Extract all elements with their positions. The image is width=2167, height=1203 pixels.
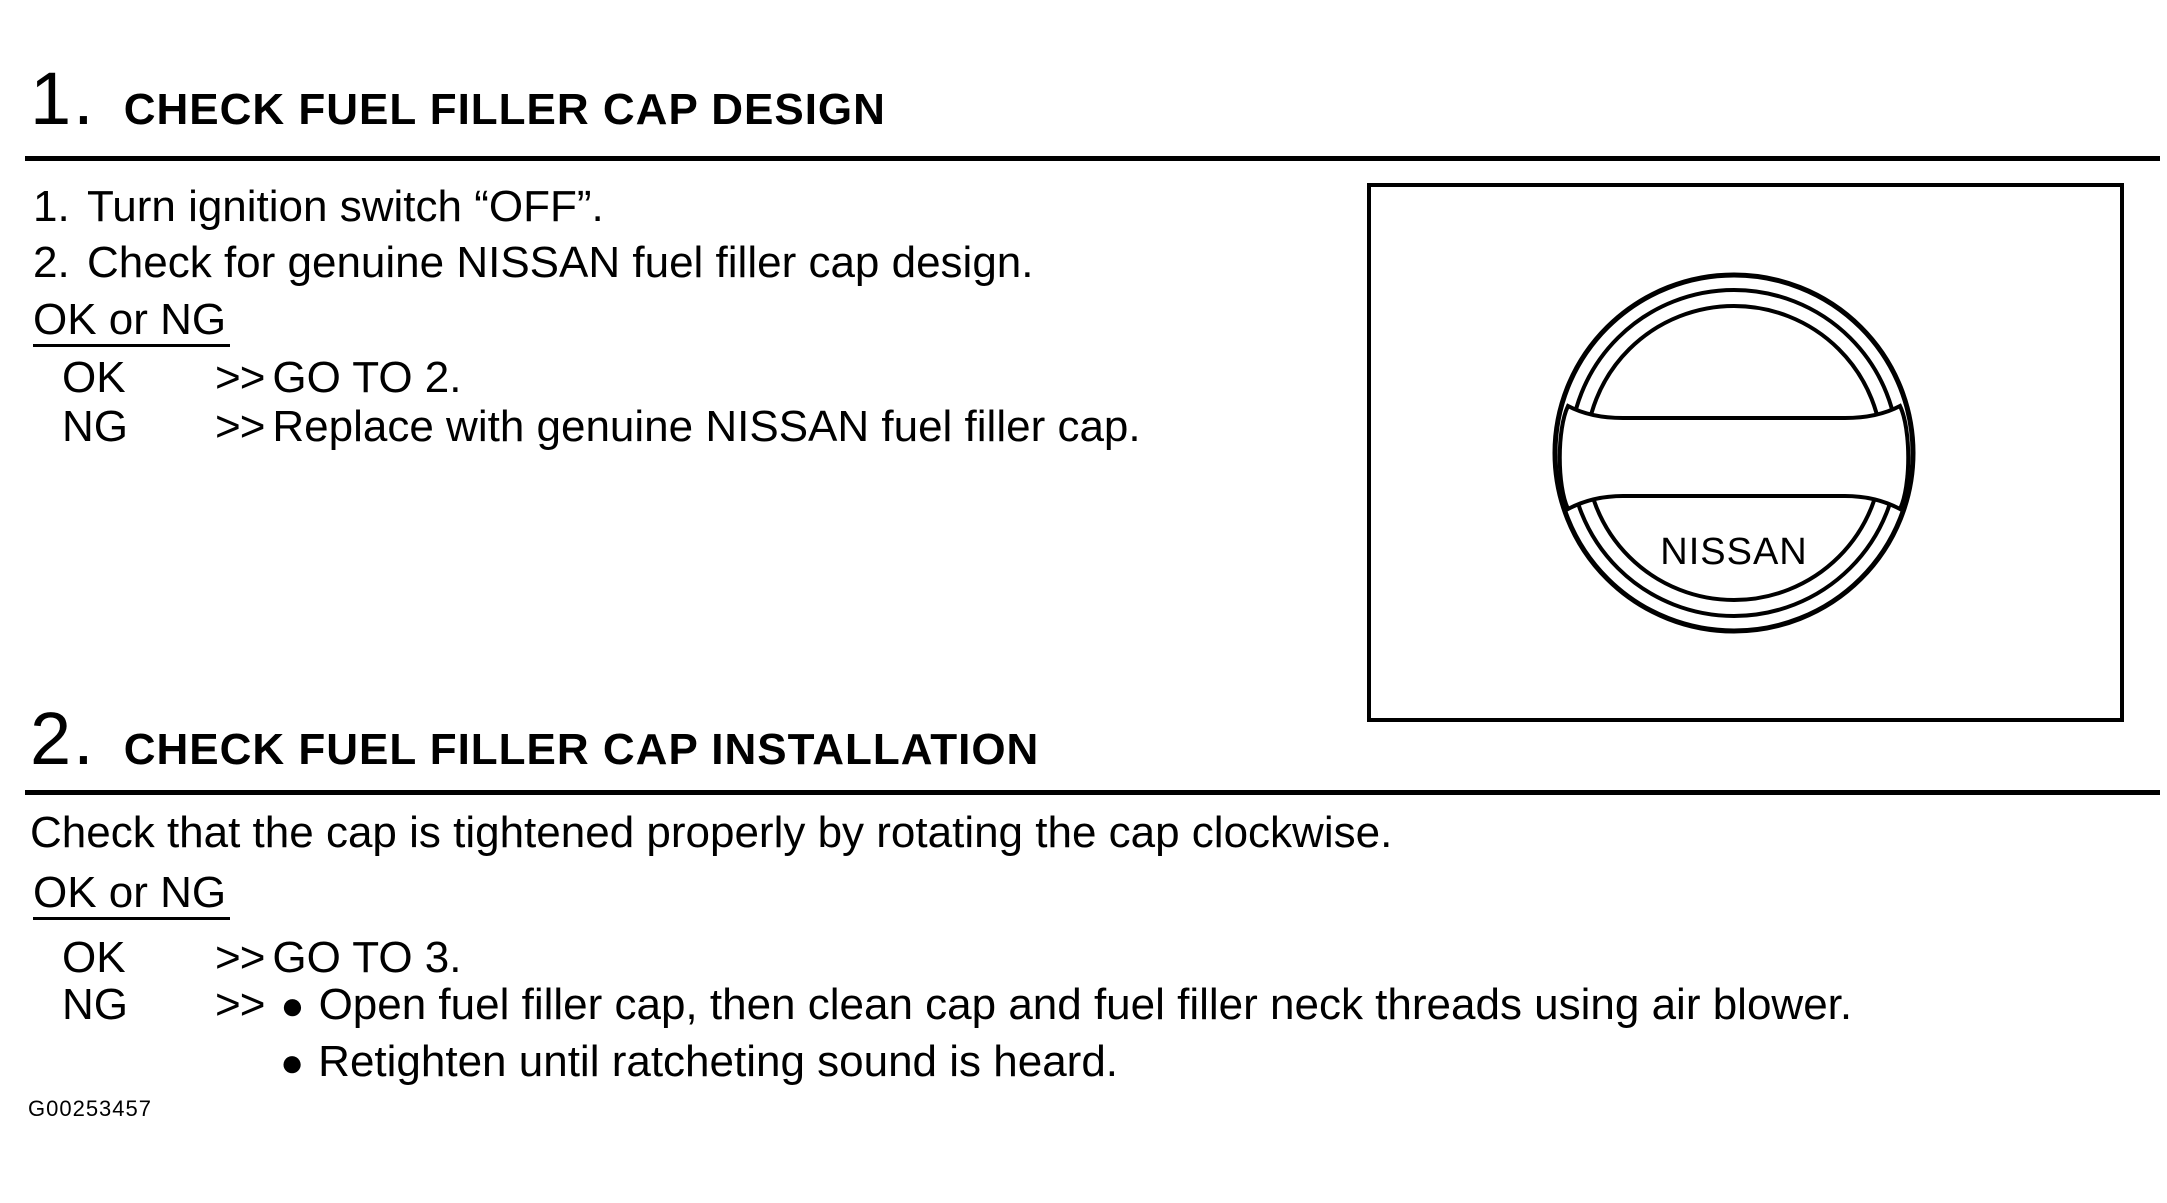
decision-action: Replace with genuine NISSAN fuel filler cap.	[272, 402, 1141, 451]
decision-row-ok	[62, 933, 462, 982]
goto-arrows-icon: >>	[215, 980, 265, 1029]
section-2-heading	[30, 697, 1040, 780]
fuel-cap-figure	[1367, 183, 2124, 722]
bullet-row	[280, 1037, 1119, 1086]
decision-row-ng	[62, 402, 1141, 451]
section-1-title: CHECK FUEL FILLER CAP DESIGN	[123, 85, 886, 134]
decision-term: OK	[62, 933, 126, 982]
paragraph-text: Check that the cap is tightened properly by rotating the cap clockwise.	[30, 808, 1393, 857]
cap-grip-handle	[1560, 406, 1909, 509]
step-number: 2.	[33, 238, 70, 287]
condition-label-row	[33, 295, 230, 347]
section-2-paragraph	[30, 808, 1393, 857]
section-2-title: CHECK FUEL FILLER CAP INSTALLATION	[123, 725, 1040, 774]
decision-action: GO TO 2.	[272, 353, 462, 402]
step-text: Check for genuine NISSAN fuel filler cap design.	[87, 238, 1034, 287]
goto-arrows-icon: >>	[215, 402, 265, 451]
bullet-icon: ●	[280, 984, 305, 1028]
section-2-number: 2.	[30, 697, 96, 780]
ok-or-ng-label: OK or NG	[33, 871, 230, 920]
bullet-icon: ●	[280, 1041, 305, 1085]
decision-action: GO TO 3.	[272, 933, 462, 982]
section-1-number: 1.	[30, 57, 96, 140]
decision-term: OK	[62, 353, 126, 402]
cap-brand-text: NISSAN	[1660, 531, 1808, 573]
section-1-heading	[30, 57, 886, 140]
decision-term: NG	[62, 402, 128, 451]
ok-or-ng-label: OK or NG	[33, 298, 230, 347]
step-row	[33, 238, 1034, 287]
bullet-text: Retighten until ratcheting sound is heard.	[318, 1037, 1119, 1086]
section-1-divider	[25, 156, 2160, 161]
step-row	[33, 182, 604, 231]
step-number: 1.	[33, 182, 70, 231]
decision-action: Open fuel filler cap, then clean cap and fuel filler neck threads using air blower.	[318, 980, 1853, 1029]
step-text: Turn ignition switch “OFF”.	[87, 182, 604, 231]
goto-arrows-icon: >>	[215, 933, 265, 982]
section-2-divider	[25, 790, 2160, 795]
decision-row-ng	[62, 980, 1853, 1029]
goto-arrows-icon: >>	[215, 353, 265, 402]
decision-term: NG	[62, 980, 128, 1029]
condition-label-row	[33, 868, 230, 920]
figure-code: G00253457	[28, 1096, 152, 1121]
decision-row-ok	[62, 353, 462, 402]
fuel-cap-drawing	[1371, 187, 2120, 718]
